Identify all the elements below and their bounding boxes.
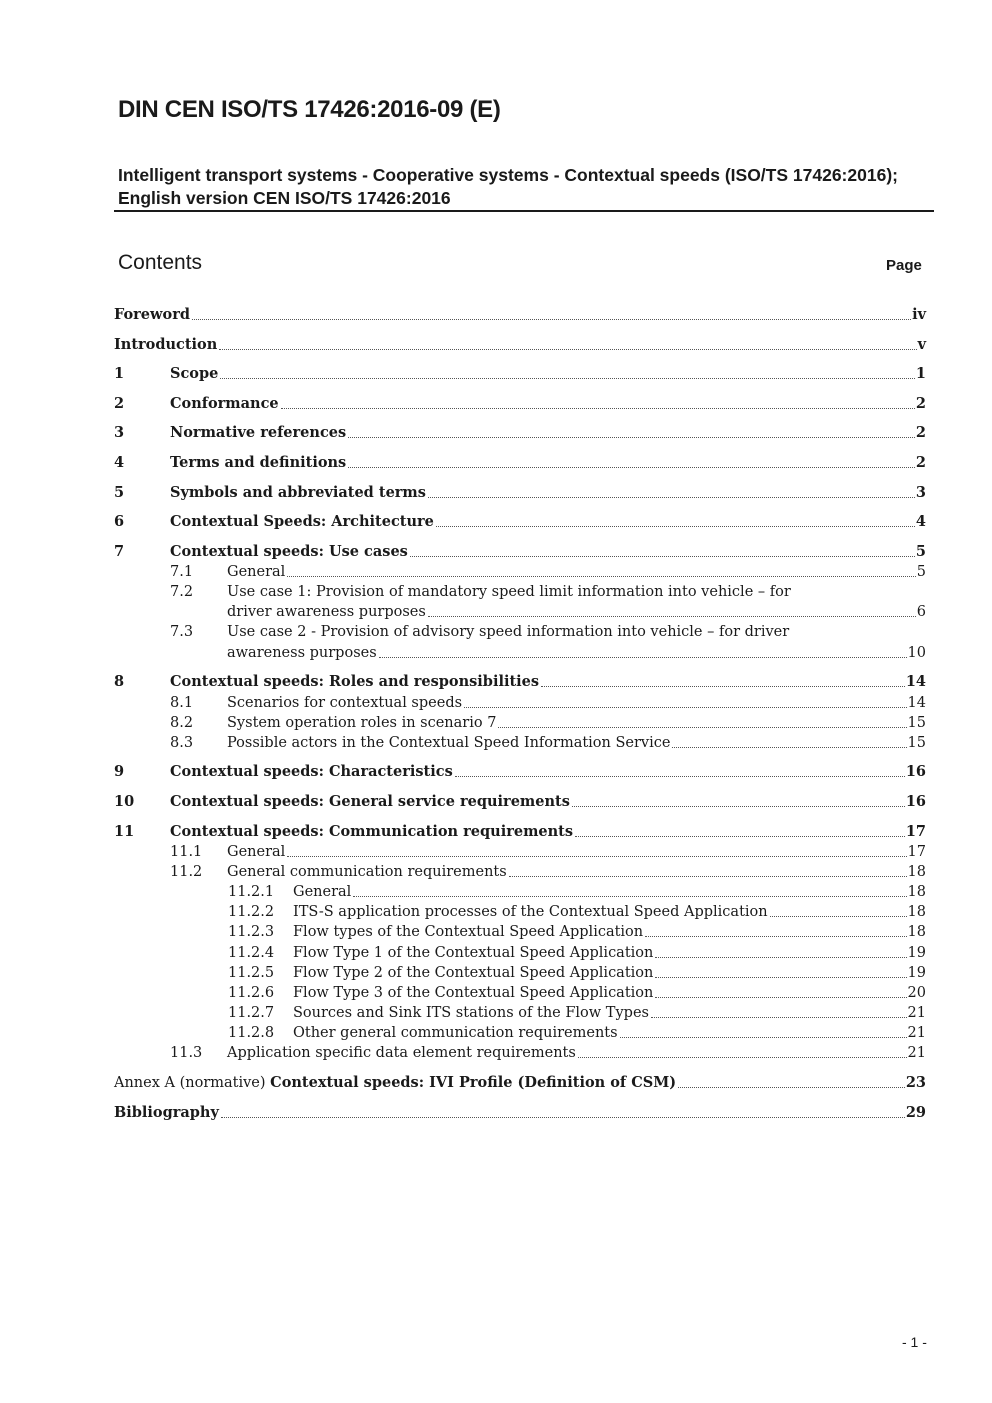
toc-entry-title: Symbols and abbreviated terms	[170, 484, 426, 501]
toc-entry-line	[293, 882, 926, 902]
dot-leader	[348, 467, 915, 468]
dot-leader	[348, 437, 915, 438]
dot-leader	[287, 576, 915, 577]
toc-entry[interactable]	[0, 1003, 992, 1023]
toc-entry-line	[227, 733, 926, 753]
toc-entry-page: v	[917, 336, 926, 353]
toc-entry-label	[293, 922, 643, 942]
toc-entry[interactable]	[0, 733, 992, 753]
toc-entry-label	[227, 713, 496, 733]
toc-entry-number: 11.2.6	[228, 985, 275, 1001]
dot-leader	[509, 876, 907, 877]
toc-entry[interactable]	[0, 335, 992, 355]
dot-leader	[651, 1017, 907, 1018]
toc-entry-line	[170, 394, 926, 414]
dot-leader	[287, 856, 906, 857]
toc-entry-title: Scope	[170, 365, 219, 382]
toc-entry[interactable]	[0, 512, 992, 532]
toc-entry-title: Flow Type 1 of the Contextual Speed Application	[293, 945, 654, 961]
toc-entry-number: 7.2	[170, 584, 194, 600]
dot-leader	[464, 707, 907, 708]
dot-leader	[655, 977, 906, 978]
toc-entry-page: 17	[905, 823, 926, 840]
toc-entry-line	[170, 453, 926, 473]
toc-entry-label	[293, 943, 653, 963]
toc-entry-title: General	[227, 564, 286, 580]
toc-entry-number: 9	[114, 763, 125, 780]
toc-entry-page: 17	[907, 844, 926, 860]
dot-leader	[541, 686, 905, 687]
dot-leader	[655, 997, 906, 998]
toc-entry[interactable]	[0, 882, 992, 902]
toc-entry[interactable]	[0, 483, 992, 503]
toc-entry-title: Contextual speeds: Roles and responsibilities	[170, 673, 540, 690]
toc-entry-number: 1	[114, 365, 125, 382]
toc-entry-page: 2	[915, 424, 926, 441]
dot-leader	[578, 1057, 907, 1058]
toc-entry-page: 2	[915, 395, 926, 412]
toc-entry-line	[114, 305, 926, 325]
toc-entry-page: 21	[907, 1025, 926, 1041]
toc-entry-label-line: Use case 1: Provision of mandatory speed limit information into vehicle – for	[227, 584, 791, 600]
toc-entry-page: 2	[915, 454, 926, 471]
toc-entry-label	[170, 672, 539, 692]
toc-entry-page: 1	[915, 365, 926, 382]
toc-entry-label	[114, 1103, 219, 1123]
toc-entry-label	[170, 483, 426, 503]
dot-leader	[620, 1037, 907, 1038]
toc-entry[interactable]	[0, 1023, 992, 1043]
toc-entry-title: Possible actors in the Contextual Speed Information Service	[227, 735, 671, 751]
toc-entry-label	[170, 423, 346, 443]
toc-entry-number: 2	[114, 395, 125, 412]
dot-leader	[678, 1087, 905, 1088]
toc-entry-page: 23	[905, 1074, 926, 1091]
toc-entry-number: 11.2.1	[228, 884, 275, 900]
toc-entry[interactable]	[0, 394, 992, 414]
toc-entry-page: 6	[916, 604, 926, 620]
toc-entry-page: 19	[907, 945, 926, 961]
toc-entry-title: Contextual Speeds: Architecture	[170, 513, 434, 530]
page-column-heading: Page	[886, 257, 922, 274]
dot-leader	[353, 896, 906, 897]
dot-leader	[192, 319, 911, 320]
toc-entry-page: 20	[907, 985, 926, 1001]
toc-entry-title: Normative references	[170, 424, 347, 441]
toc-entry-number: 11	[114, 823, 135, 840]
toc-entry-line	[170, 792, 926, 812]
toc-entry-page: 19	[907, 965, 926, 981]
dot-leader	[655, 957, 906, 958]
toc-entry-page: 5	[915, 543, 926, 560]
toc-entry[interactable]	[0, 602, 992, 622]
toc-entry-page: 16	[905, 793, 926, 810]
toc-entry-line	[114, 1073, 926, 1093]
toc-entry[interactable]	[0, 1043, 992, 1063]
toc-entry-page: 16	[905, 763, 926, 780]
toc-entry-label	[293, 882, 351, 902]
dot-leader	[572, 806, 905, 807]
toc-entry-label	[227, 733, 670, 753]
toc-entry-page: 14	[905, 673, 926, 690]
toc-entry-page: 18	[907, 864, 926, 880]
toc-entry-label	[293, 963, 653, 983]
toc-entry-title: Foreword	[114, 306, 190, 323]
document-subtitle: Intelligent transport systems - Cooperative systems - Contextual speeds (ISO/TS 17426:2016); English version CEN ISO/TS 17426:2016	[118, 165, 898, 208]
toc-entry-page: 5	[916, 564, 926, 580]
toc-entry-number: 11.2.8	[228, 1025, 275, 1041]
toc-entry-line	[293, 983, 926, 1003]
dot-leader	[455, 776, 905, 777]
toc-entry-page: 21	[907, 1005, 926, 1021]
dot-leader	[498, 727, 906, 728]
toc-entry[interactable]	[0, 792, 992, 812]
toc-entry[interactable]	[0, 364, 992, 384]
toc-entry-label	[170, 762, 453, 782]
toc-entry-line	[227, 1043, 926, 1063]
toc-entry-number: 8.3	[170, 735, 194, 751]
toc-entry-page: 15	[907, 715, 926, 731]
toc-entry-line	[170, 542, 926, 562]
toc-entry-page: 3	[915, 484, 926, 501]
toc-entry-line	[227, 842, 926, 862]
toc-entry-number: 4	[114, 454, 125, 471]
toc-entry-title: awareness purposes	[227, 645, 377, 661]
toc-entry-line	[227, 602, 926, 622]
toc-entry-title: Sources and Sink ITS stations of the Flow Types	[293, 1005, 649, 1021]
toc-entry-line	[293, 1003, 926, 1023]
toc-entry-label	[227, 602, 426, 622]
dot-leader	[410, 556, 915, 557]
toc-entry-number: 10	[114, 793, 135, 810]
toc-entry[interactable]	[0, 562, 992, 582]
toc-entry-line	[293, 943, 926, 963]
toc-entry-label	[170, 512, 434, 532]
toc-entry-line	[114, 335, 926, 355]
toc-entry-label	[293, 983, 653, 1003]
toc-entry-title: Flow Type 2 of the Contextual Speed Application	[293, 965, 654, 981]
toc-entry-label	[293, 1003, 649, 1023]
toc-entry-label	[114, 305, 190, 325]
toc-entry-title: Contextual speeds: Communication requirements	[170, 823, 574, 840]
toc-entry-first-line	[0, 582, 992, 602]
toc-entry-page: 15	[907, 735, 926, 751]
dot-leader	[770, 916, 907, 917]
dot-leader	[379, 657, 907, 658]
toc-entry-page: 29	[905, 1104, 926, 1121]
toc-entry-line	[170, 423, 926, 443]
toc-entry-title: General	[227, 844, 286, 860]
toc-entry-number: 11.3	[170, 1045, 203, 1061]
toc-entry-line	[114, 1103, 926, 1123]
toc-entry-page: 14	[907, 695, 926, 711]
toc-entry[interactable]	[0, 963, 992, 983]
toc-entry-label	[293, 902, 768, 922]
toc-entry[interactable]	[0, 305, 992, 325]
toc-entry-page: 10	[907, 645, 926, 661]
dot-leader	[220, 378, 915, 379]
toc-entry-line	[170, 512, 926, 532]
toc-entry-label	[227, 842, 285, 862]
toc-entry-label	[227, 693, 462, 713]
toc-entry-line	[227, 693, 926, 713]
toc-entry[interactable]	[0, 822, 992, 842]
toc-entry-line	[293, 902, 926, 922]
toc-entry-label	[227, 862, 507, 882]
dot-leader	[436, 526, 915, 527]
toc-entry[interactable]	[0, 693, 992, 713]
toc-entry[interactable]	[0, 453, 992, 473]
toc-entry-title: Contextual speeds: IVI Profile (Definition of CSM)	[270, 1074, 677, 1091]
toc-entry[interactable]	[0, 922, 992, 942]
toc-entry-label	[170, 822, 573, 842]
toc-entry-line	[227, 862, 926, 882]
toc-entry[interactable]	[0, 762, 992, 782]
toc-entry-number: 11.2.5	[228, 965, 275, 981]
toc-entry[interactable]	[0, 983, 992, 1003]
toc-entry-title: Contextual speeds: Use cases	[170, 543, 408, 560]
toc-entry-label	[227, 1043, 576, 1063]
toc-entry[interactable]	[0, 713, 992, 733]
toc-entry-number: 11.2.7	[228, 1005, 275, 1021]
toc-entry-number: 11.2.4	[228, 945, 275, 961]
toc-entry-title: Contextual speeds: General service requirements	[170, 793, 570, 810]
dot-leader	[428, 497, 915, 498]
toc-entry-title: Conformance	[170, 395, 279, 412]
toc-entry-number: 11.1	[170, 844, 203, 860]
toc-entry-label	[227, 643, 377, 663]
toc-entry-title: General	[293, 884, 352, 900]
dot-leader	[575, 836, 905, 837]
toc-entry[interactable]	[0, 672, 992, 692]
toc-entry-number: 5	[114, 484, 125, 501]
toc-entry[interactable]	[0, 943, 992, 963]
toc-entry-line	[293, 1023, 926, 1043]
toc-entry-line	[170, 672, 926, 692]
toc-entry-line	[170, 762, 926, 782]
toc-entry-number: 11.2	[170, 864, 203, 880]
toc-entry-number: 11.2.2	[228, 904, 275, 920]
toc-entry[interactable]	[0, 862, 992, 882]
toc-entry-page: iv	[912, 306, 926, 323]
toc-entry-line	[293, 922, 926, 942]
toc-entry-title: Contextual speeds: Characteristics	[170, 763, 453, 780]
toc-entry-first-line	[0, 622, 992, 642]
toc-entry-title: Bibliography	[114, 1104, 219, 1121]
dot-leader	[672, 747, 906, 748]
dot-leader	[645, 936, 906, 937]
toc-entry-page: 18	[907, 904, 926, 920]
toc-entry[interactable]	[0, 542, 992, 562]
toc-entry-line	[227, 643, 926, 663]
toc-entry-number: 8.1	[170, 695, 194, 711]
toc-entry-line	[170, 483, 926, 503]
toc-entry-line	[170, 822, 926, 842]
toc-entry-page: 21	[907, 1045, 926, 1061]
toc-entry-title: General communication requirements	[227, 864, 507, 880]
toc-entry-number: 11.2.3	[228, 924, 275, 940]
toc-entry[interactable]	[0, 1073, 992, 1093]
toc-entry-label	[227, 562, 285, 582]
toc-entry-number: 8	[114, 673, 125, 690]
toc-entry[interactable]	[0, 643, 992, 663]
toc-entry-line	[227, 562, 926, 582]
toc-entry-page: 18	[907, 924, 926, 940]
toc-entry-label	[293, 1023, 618, 1043]
toc-entry-title: Scenarios for contextual speeds	[227, 695, 463, 711]
toc-entry-title: System operation roles in scenario 7	[227, 715, 497, 731]
toc-entry-page: 4	[915, 513, 926, 530]
toc-entry[interactable]	[0, 902, 992, 922]
toc-entry-title: Flow types of the Contextual Speed Application	[293, 924, 644, 940]
contents-heading: Contents	[118, 251, 203, 274]
toc-entry-title: Application specific data element requirements	[227, 1045, 576, 1061]
dot-leader	[219, 349, 916, 350]
toc-entry-line	[293, 963, 926, 983]
toc-entry-number: 3	[114, 424, 125, 441]
toc-entry-page: 18	[907, 884, 926, 900]
toc-entry-number: 7	[114, 543, 125, 560]
toc-entry[interactable]	[0, 1103, 992, 1123]
toc-entry-title: Introduction	[114, 336, 218, 353]
toc-entry-title: Flow Type 3 of the Contextual Speed Application	[293, 985, 654, 1001]
toc-entry-number: 8.2	[170, 715, 194, 731]
toc-entry[interactable]	[0, 423, 992, 443]
dot-leader	[428, 616, 916, 617]
toc-entry-label	[170, 542, 408, 562]
toc-entry-label-line: Use case 2 - Provision of advisory speed information into vehicle – for driver	[227, 624, 790, 640]
toc-entry-title: Other general communication requirements	[293, 1025, 618, 1041]
annex-designation: Annex A (normative)	[114, 1075, 271, 1091]
toc-entry-label	[114, 1073, 676, 1093]
toc-entry-title: ITS-S application processes of the Contextual Speed Application	[293, 904, 768, 920]
toc-entry-label	[170, 453, 346, 473]
dot-leader	[221, 1117, 905, 1118]
toc-entry-line	[170, 364, 926, 384]
dot-leader	[281, 408, 915, 409]
page-number: - 1 -	[902, 1334, 927, 1350]
toc-entry-number: 7.3	[170, 624, 194, 640]
toc-entry[interactable]	[0, 842, 992, 862]
title-underline	[114, 210, 934, 212]
toc-entry-line	[227, 713, 926, 733]
toc-entry-label	[114, 335, 217, 355]
toc-entry-label	[170, 792, 570, 812]
toc-entry-title: Terms and definitions	[170, 454, 347, 471]
toc-entry-number: 6	[114, 513, 125, 530]
toc-entry-number: 7.1	[170, 564, 194, 580]
toc-entry-label	[170, 364, 218, 384]
toc-entry-label	[170, 394, 279, 414]
toc-entry-title: driver awareness purposes	[227, 604, 426, 620]
document-title: DIN CEN ISO/TS 17426:2016-09 (E)	[118, 96, 501, 123]
